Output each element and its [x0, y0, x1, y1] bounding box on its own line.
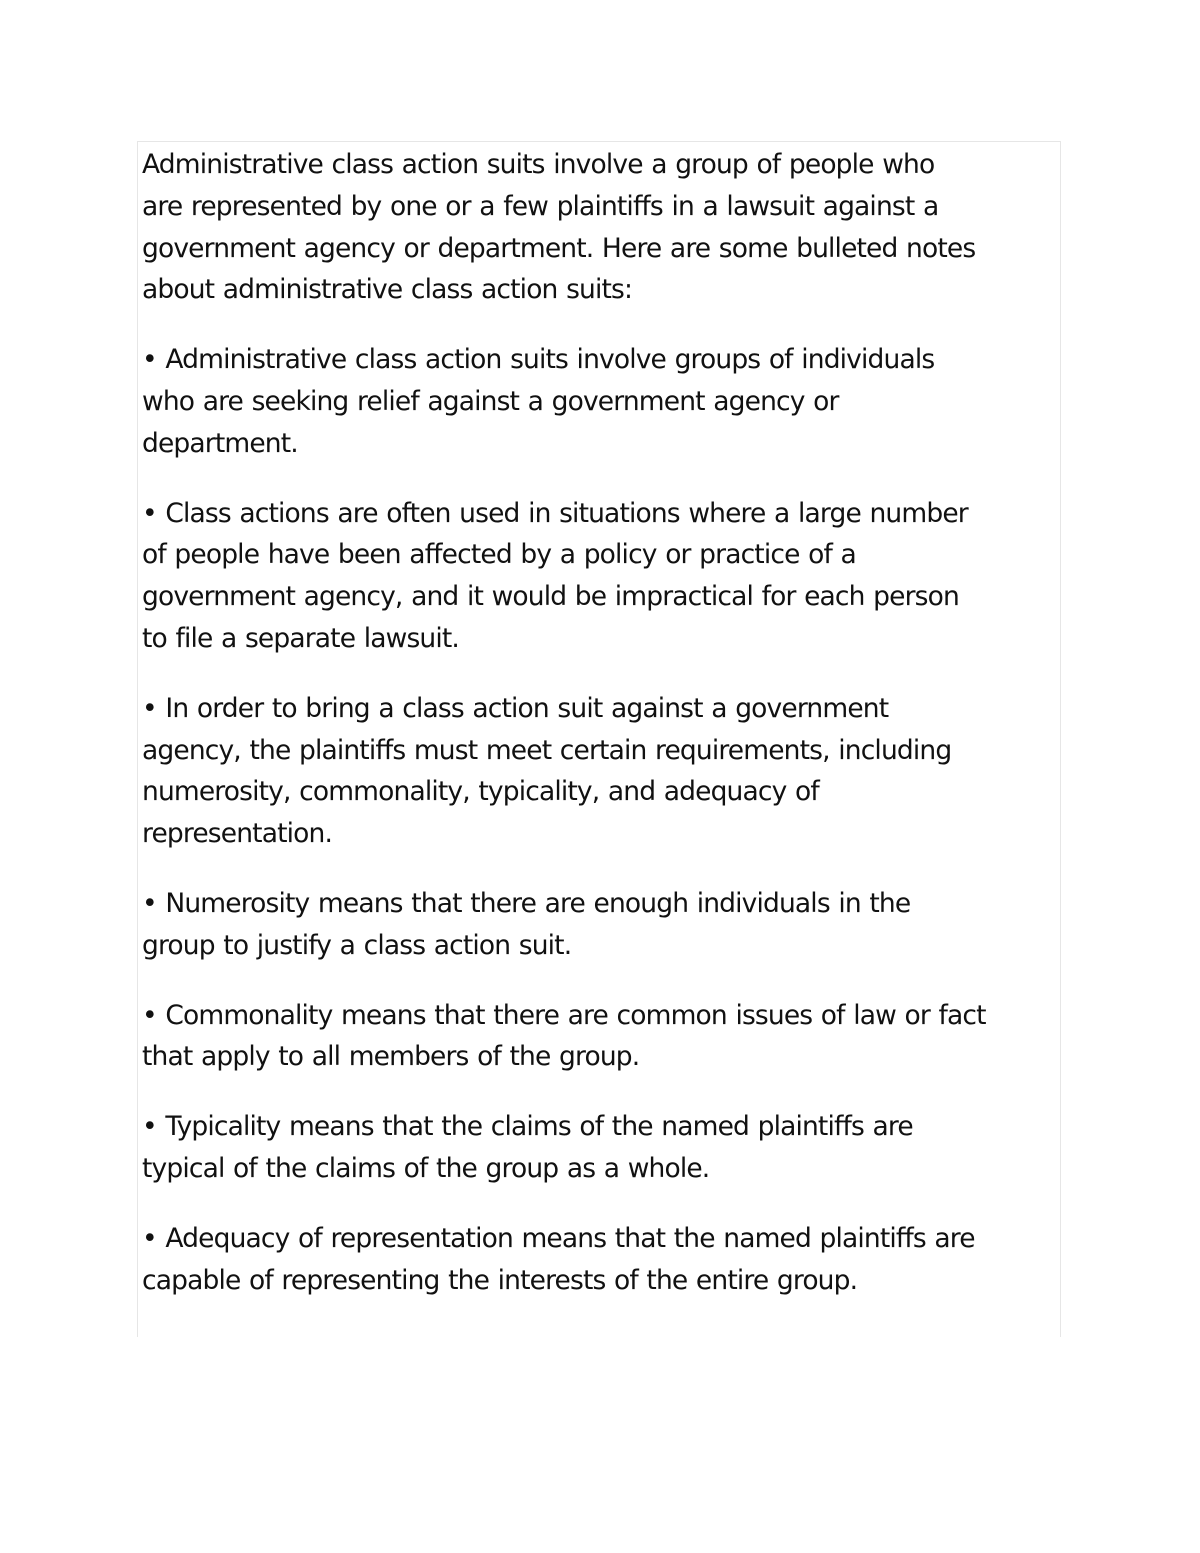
intro-paragraph	[142, 144, 1060, 311]
text-line: about administrative class action suits:	[142, 274, 633, 306]
document-text-box	[137, 141, 1061, 1337]
text-line: that apply to all members of the group.	[142, 1041, 640, 1073]
text-line: group to justify a class action suit.	[142, 929, 572, 961]
text-line: government agency or department. Here are some bulleted notes	[142, 232, 976, 264]
text-line: • Typicality means that the claims of the named plaintiffs are	[142, 1111, 913, 1143]
text-line: • Numerosity means that there are enough individuals in the	[142, 887, 911, 919]
text-line: • Commonality means that there are common issues of law or fact	[142, 999, 986, 1031]
text-line: are represented by one or a few plaintiffs in a lawsuit against a	[142, 190, 939, 222]
text-line: typical of the claims of the group as a whole.	[142, 1152, 710, 1184]
text-line: agency, the plaintiffs must meet certain requirements, including	[142, 734, 952, 766]
bullet-item	[142, 995, 1060, 1079]
text-line: government agency, and it would be impractical for each person	[142, 581, 959, 613]
bullet-item	[142, 688, 1060, 855]
bullet-item	[142, 339, 1060, 464]
text-line: of people have been affected by a policy or practice of a	[142, 539, 856, 571]
bullet-item	[142, 1106, 1060, 1190]
text-line: Administrative class action suits involve a group of people who	[142, 149, 935, 180]
text-line: to file a separate lawsuit.	[142, 622, 459, 654]
text-line: numerosity, commonality, typicality, and adequacy of	[142, 776, 819, 808]
text-line: • In order to bring a class action suit against a government	[142, 692, 889, 724]
bullet-item	[142, 1218, 1060, 1302]
text-line: who are seeking relief against a government agency or	[142, 385, 839, 417]
text-line: • Class actions are often used in situations where a large number	[142, 497, 968, 529]
text-line: capable of representing the interests of the entire group.	[142, 1264, 858, 1296]
text-line: representation.	[142, 818, 333, 850]
bullet-item	[142, 493, 1060, 660]
text-line: department.	[142, 427, 298, 459]
text-line: • Administrative class action suits involve groups of individuals	[142, 344, 935, 376]
bullet-item	[142, 883, 1060, 967]
text-line: • Adequacy of representation means that the named plaintiffs are	[142, 1222, 975, 1254]
